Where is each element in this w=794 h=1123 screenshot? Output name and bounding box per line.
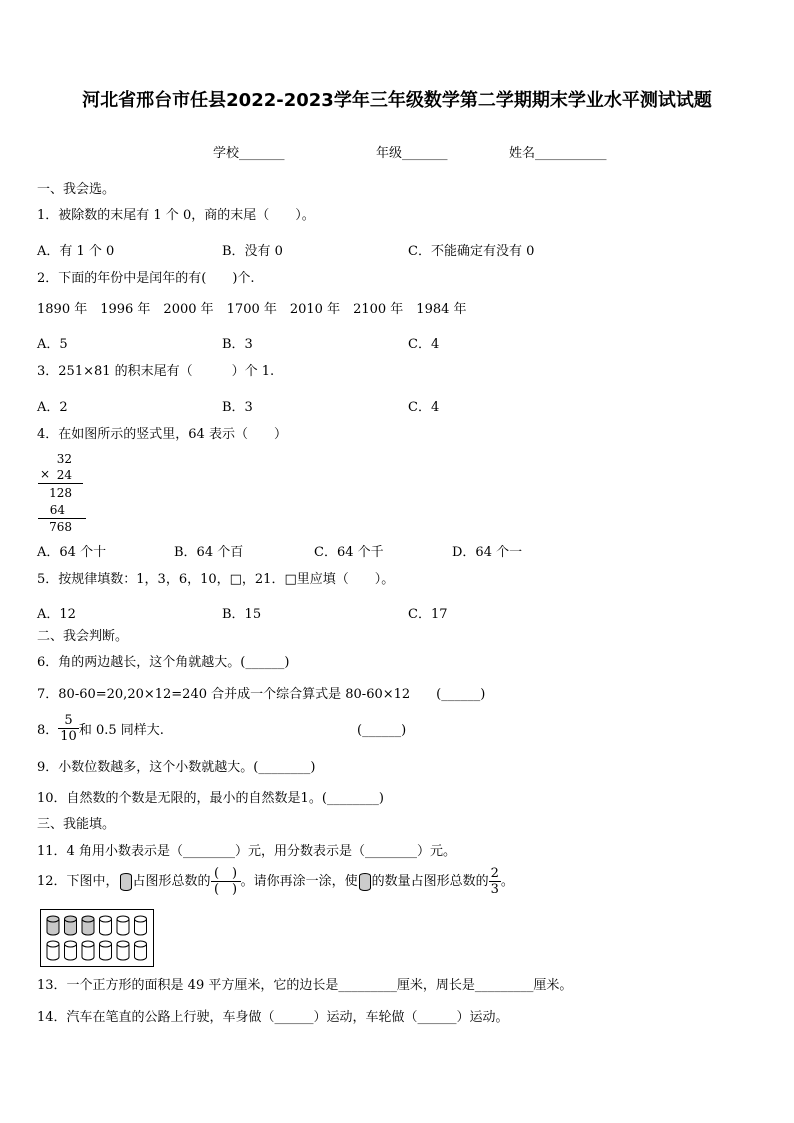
fraction-5-10 xyxy=(58,713,79,744)
question-2-option-a: A．5 xyxy=(37,337,68,352)
section-heading-1: 一、我会选。 xyxy=(37,182,116,197)
question-13-stem: 13．一个正方形的面积是 49 平方厘米，它的边长是_________厘米，周长是_________厘米。 xyxy=(37,978,573,993)
vertical-partial-1: 128 xyxy=(49,486,72,500)
question-2-option-b: B．3 xyxy=(222,337,253,352)
question-14-stem: 14．汽车在笔直的公路上行驶，车身做（______）运动，车轮做（______）运动。 xyxy=(37,1010,509,1025)
vertical-partial-2: 64 xyxy=(49,503,65,517)
vertical-rule-1 xyxy=(38,483,83,484)
cylinder-2-2 xyxy=(65,941,77,960)
vertical-top-number: 32 xyxy=(56,452,72,466)
question-8-line xyxy=(37,713,164,744)
cylinder-grid-svg xyxy=(41,910,153,966)
target-denominator: 3 xyxy=(490,882,499,897)
cylinder-2-5 xyxy=(117,941,129,960)
question-1-option-c: C．不能确定有没有 0 xyxy=(408,244,535,259)
cylinder-1-4 xyxy=(100,916,112,935)
question-8-suffix: 和 0.5 同样大. xyxy=(78,723,164,738)
cylinder-2-1 xyxy=(47,941,59,960)
target-fraction xyxy=(489,866,501,897)
question-2-years: 1890 年 1996 年 2000 年 1700 年 2010 年 2100 年 1984 年 xyxy=(37,302,467,317)
question-8-prefix: 8． xyxy=(37,723,59,738)
cylinder-1-6 xyxy=(135,916,147,935)
cylinder-2-6 xyxy=(135,941,147,960)
question-7-stem: 7．80-60=20,20×12=240 合并成一个综合算式是 80-60×12 (______) xyxy=(37,687,486,702)
question-5-option-c: C．17 xyxy=(408,607,448,622)
question-4-option-b: B．64 个百 xyxy=(174,545,244,560)
target-numerator: 2 xyxy=(490,866,499,881)
cylinder-1-1 xyxy=(47,916,59,935)
question-12-mid2: 。请你再涂一涂，使 xyxy=(240,874,358,889)
name-field: 姓名___________ xyxy=(509,146,607,161)
vertical-rule-2 xyxy=(38,518,86,519)
question-6-stem: 6．角的两边越长，这个角就越大。(______) xyxy=(37,655,290,670)
question-4-option-c: C．64 个千 xyxy=(314,545,384,560)
times-sign: × xyxy=(40,467,51,481)
question-1-option-b: B．没有 0 xyxy=(222,244,283,259)
section-heading-3: 三、我能填。 xyxy=(37,817,116,832)
question-12-prefix: 12．下图中， xyxy=(37,874,119,889)
question-2-option-c: C．4 xyxy=(408,337,440,352)
blank-fraction xyxy=(211,866,241,897)
cylinder-1-2 xyxy=(65,916,77,935)
cylinder-1-5 xyxy=(117,916,129,935)
question-12-mid3: 的数量占图形总数的 xyxy=(371,874,489,889)
question-1-stem: 1．被除数的末尾有 1 个 0，商的末尾（ ）。 xyxy=(37,208,315,223)
cylinder-2-3 xyxy=(82,941,94,960)
blank-numerator: ( ) xyxy=(211,866,241,882)
cylinder-icon-2 xyxy=(358,872,372,892)
vertical-result: 768 xyxy=(49,520,72,534)
question-12-mid: 占图形总数的 xyxy=(132,874,211,889)
question-11-stem: 11．4 角用小数表示是（________）元，用分数表示是（________）元。 xyxy=(37,844,456,859)
question-10-stem: 10．自然数的个数是无限的，最小的自然数是1。(________) xyxy=(37,791,384,806)
cylinder-2-4 xyxy=(100,941,112,960)
blank-denominator: ( ) xyxy=(213,882,238,897)
question-12-end: 。 xyxy=(500,874,514,889)
question-4-option-d: D．64 个一 xyxy=(452,545,523,560)
question-3-option-c: C．4 xyxy=(408,400,440,415)
question-3-option-b: B．3 xyxy=(222,400,253,415)
cylinder-icon xyxy=(119,872,133,892)
question-5-option-b: B．15 xyxy=(222,607,262,622)
page-title: 河北省邢台市任县2022-2023学年三年级数学第二学期期末学业水平测试试题 xyxy=(82,90,712,111)
grade-field: 年级_______ xyxy=(376,146,448,161)
question-4-stem: 4．在如图所示的竖式里，64 表示（ ） xyxy=(37,427,287,442)
cylinder-grid xyxy=(40,909,154,967)
question-1-option-a: A．有 1 个 0 xyxy=(37,244,115,259)
question-9-stem: 9．小数位数越多，这个小数就越大。(________) xyxy=(37,760,316,775)
question-5-option-a: A．12 xyxy=(37,607,76,622)
school-field: 学校_______ xyxy=(213,146,285,161)
fraction-numerator: 5 xyxy=(58,713,79,729)
fraction-denominator: 10 xyxy=(60,729,77,744)
cylinder-1-3 xyxy=(82,916,94,935)
question-12-line xyxy=(37,866,514,897)
question-3-option-a: A．2 xyxy=(37,400,68,415)
question-2-stem: 2．下面的年份中是闰年的有( )个. xyxy=(37,271,255,286)
question-5-stem: 5．按规律填数：1，3，6，10，□，21．□里应填（ ）。 xyxy=(37,572,395,587)
vertical-second-number: 24 xyxy=(56,468,72,482)
question-4-option-a: A．64 个十 xyxy=(37,545,107,560)
section-heading-2: 二、我会判断。 xyxy=(37,629,129,644)
question-3-stem: 3．251×81 的积末尾有（ ）个 1. xyxy=(37,364,275,379)
question-8-blank: (______) xyxy=(357,723,407,738)
